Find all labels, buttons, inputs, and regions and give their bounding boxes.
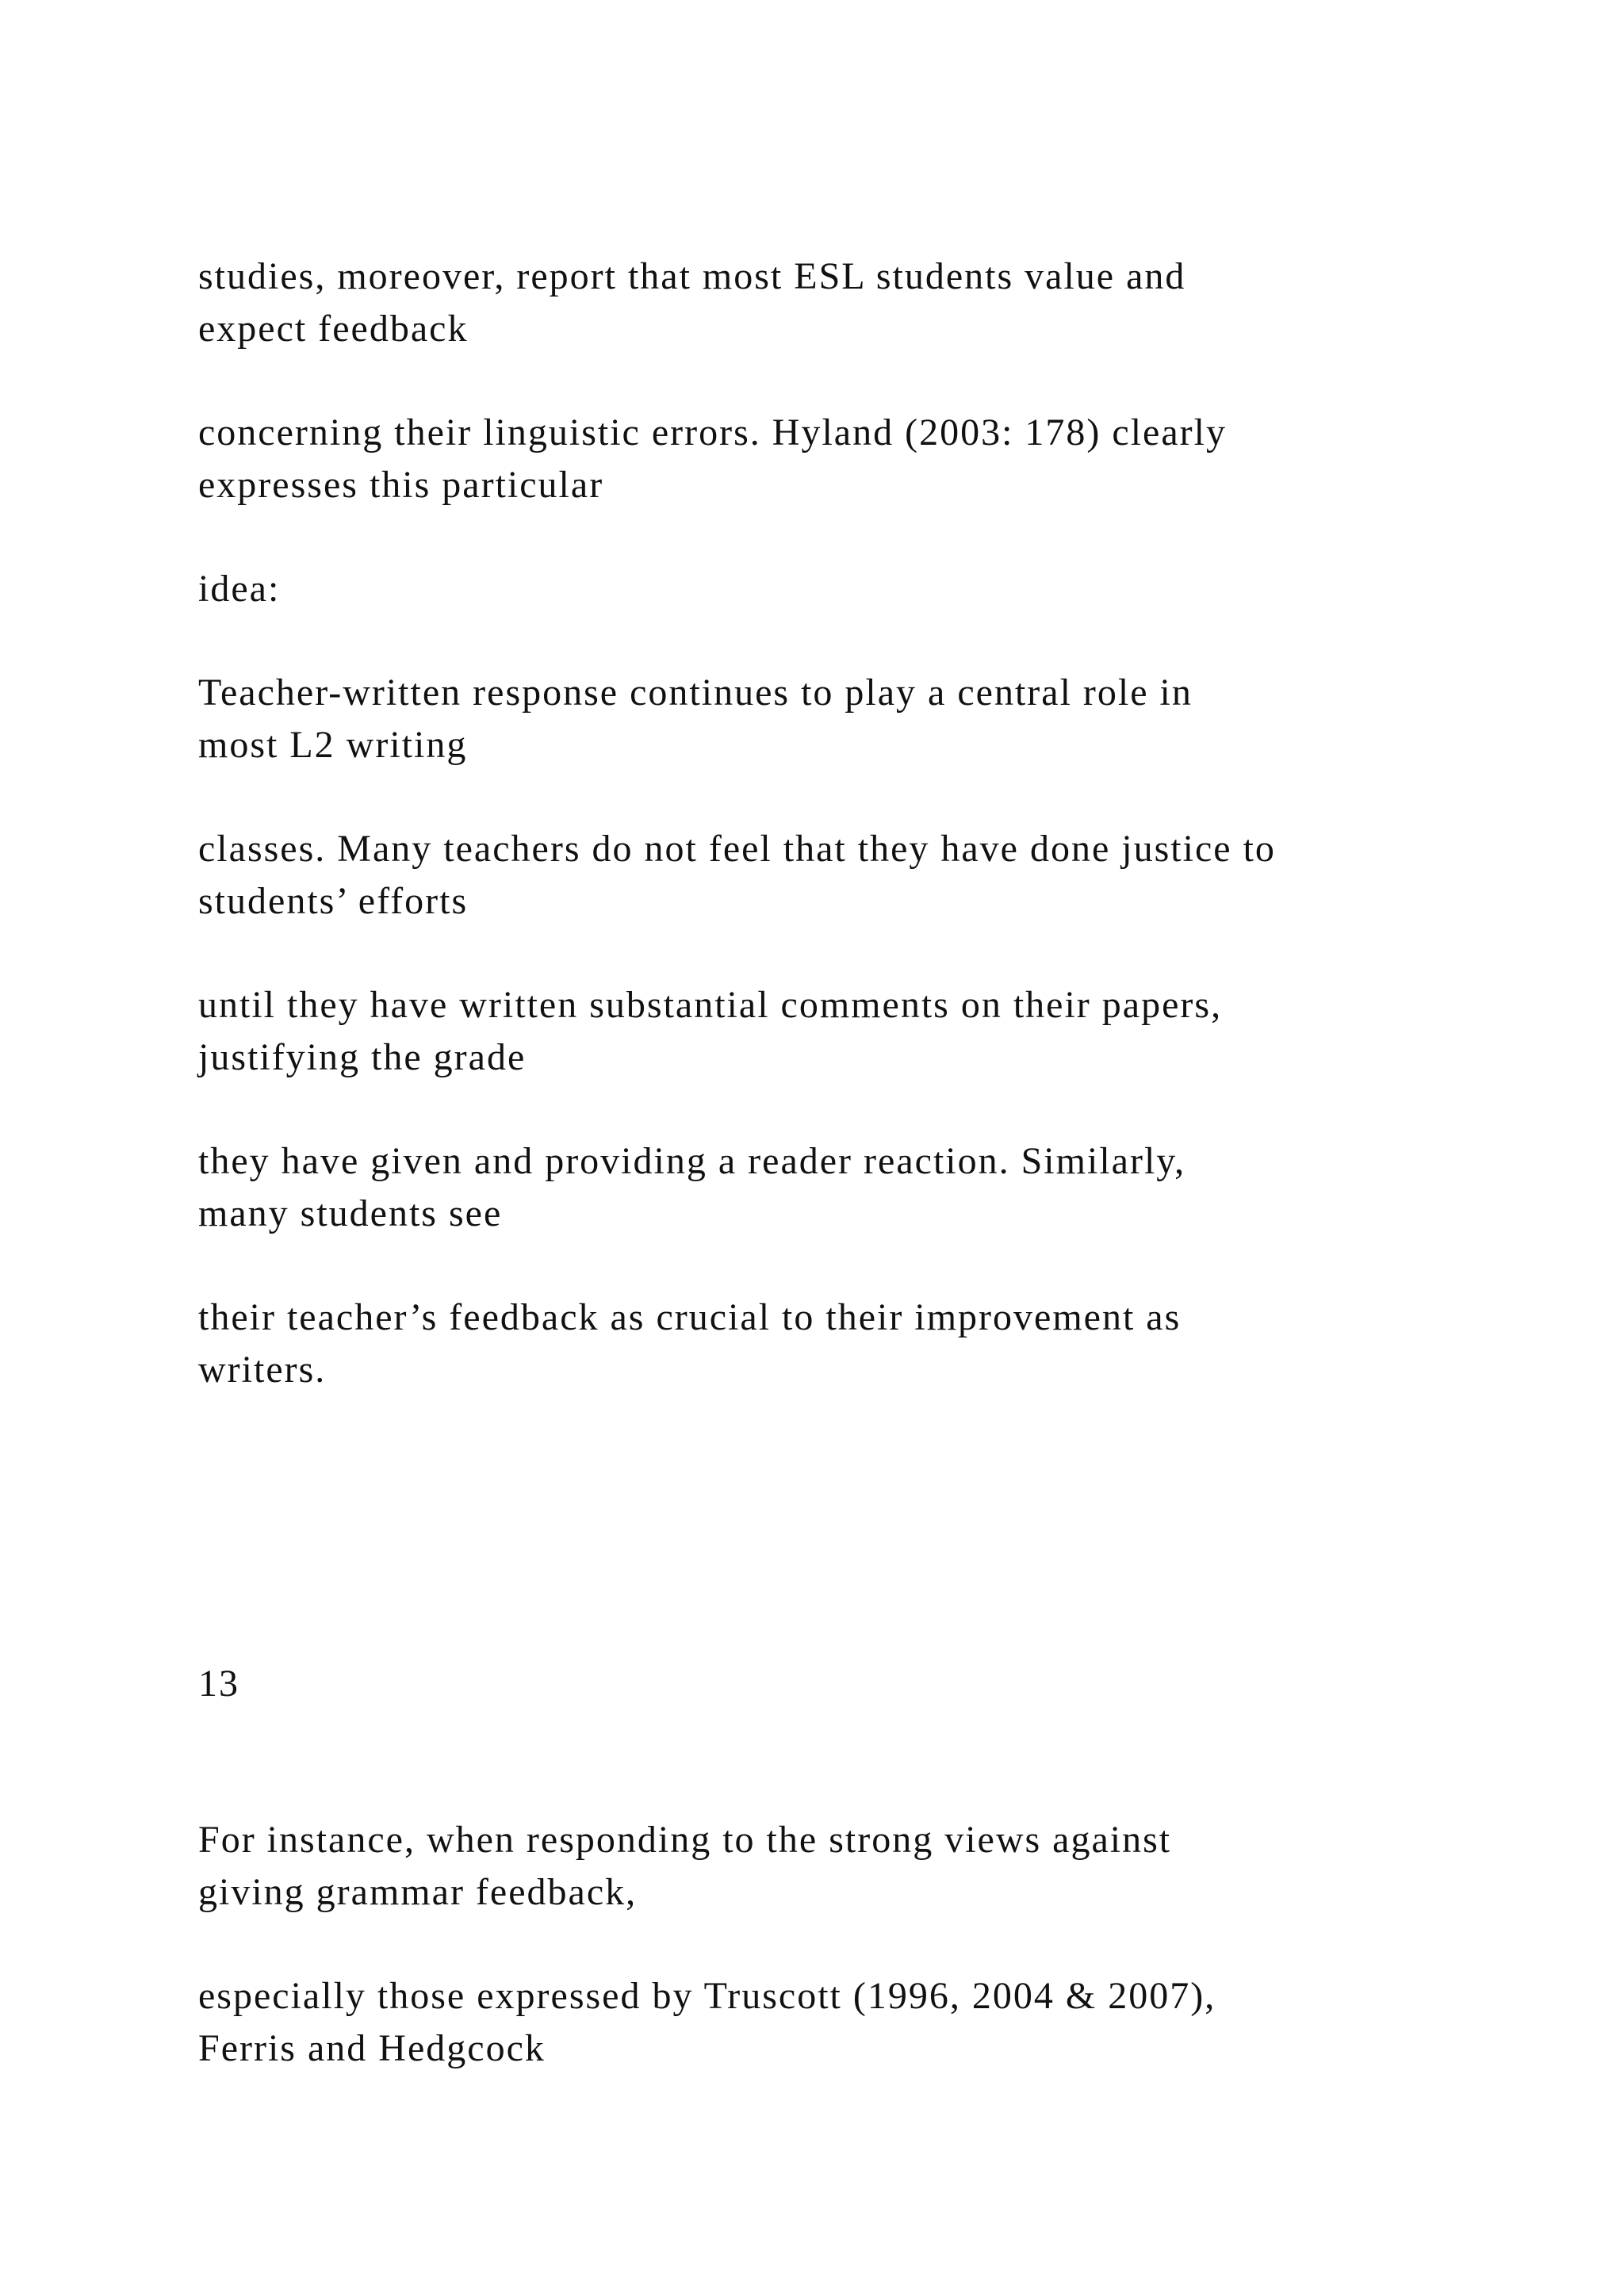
line: justifying the grade bbox=[198, 1036, 527, 1078]
line: expresses this particular bbox=[198, 464, 604, 506]
line: studies, moreover, report that most ESL students value and bbox=[198, 255, 1186, 297]
paragraph-1 bbox=[198, 251, 1546, 355]
line: their teacher’s feedback as crucial to their improvement as bbox=[198, 1296, 1182, 1338]
line: idea: bbox=[198, 568, 281, 610]
line: classes. Many teachers do not feel that they have done justice to bbox=[198, 828, 1276, 870]
line: concerning their linguistic errors. Hyland (2003: 178) clearly bbox=[198, 411, 1227, 453]
paragraph-10 bbox=[198, 1970, 1546, 2075]
page-number bbox=[198, 1658, 1546, 1710]
line: 13 bbox=[198, 1663, 239, 1705]
line: especially those expressed by Truscott (1996, 2004 & 2007), bbox=[198, 1975, 1216, 2017]
line: Ferris and Hedgcock bbox=[198, 2027, 546, 2069]
paragraph-2 bbox=[198, 407, 1546, 511]
line: until they have written substantial comments on their papers, bbox=[198, 984, 1223, 1026]
paragraph-7 bbox=[198, 1135, 1546, 1240]
paragraph-5 bbox=[198, 823, 1546, 928]
paragraph-4 bbox=[198, 667, 1546, 771]
paragraph-3 bbox=[198, 563, 1546, 615]
paragraph-8 bbox=[198, 1292, 1546, 1396]
line: most L2 writing bbox=[198, 724, 468, 766]
paragraph-6 bbox=[198, 979, 1546, 1084]
line: many students see bbox=[198, 1192, 503, 1234]
line: they have given and providing a reader reaction. Similarly, bbox=[198, 1140, 1186, 1182]
line: writers. bbox=[198, 1349, 327, 1391]
line: Teacher-written response continues to play a central role in bbox=[198, 672, 1193, 714]
line: giving grammar feedback, bbox=[198, 1871, 638, 1913]
line: expect feedback bbox=[198, 308, 469, 350]
line: For instance, when responding to the strong views against bbox=[198, 1819, 1172, 1861]
paragraph-9 bbox=[198, 1814, 1546, 1919]
line: students’ efforts bbox=[198, 880, 469, 922]
